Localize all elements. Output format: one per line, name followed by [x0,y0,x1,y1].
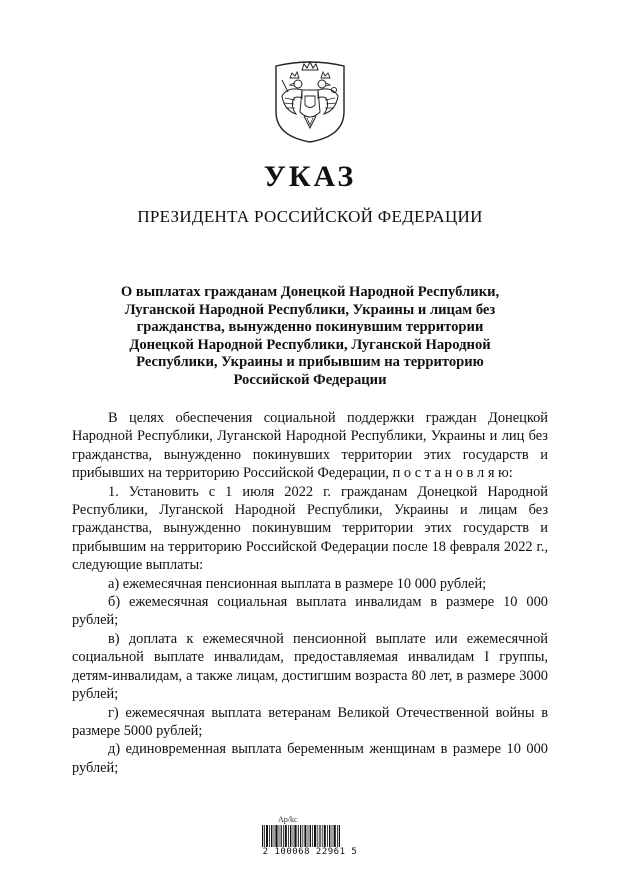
decree-title: УКАЗ [263,160,357,193]
heading-line: Республики, Украины и прибывшим на территорию [136,354,484,370]
heading-line: Донецкой Народной Республики, Луганской Народной [129,336,491,353]
subclause-b: б) ежемесячная социальная выплата инвалидам в размере 10 000 рублей; [72,594,548,629]
decree-heading [100,284,520,389]
heading-line: Российской Федерации [233,371,387,388]
heading-line: Луганской Народной Республики, Украины и лицам без [124,301,496,318]
subclause-g: г) ежемесячная выплата ветеранам Великой Отечественной войны в размере 5000 рублей; [72,704,548,739]
archive-stamp: Ap/kc [278,815,298,824]
subclause-v: в) доплата к ежемесячной пенсионной выплате или ежемесячной социальной выплате инвалидам, предоставляемая инвалидам I группы, детям-инвалидам, а также лицам, достигшим возраста 80 лет, в размере 3000 рублей; [72,630,548,703]
heading-line: гражданства, вынужденно покинувшим территории [136,319,484,335]
heading-line: О выплатах гражданам Донецкой Народной Республики, [120,284,500,300]
barcode-number: 2 100068 22961 5 [262,847,358,857]
preamble-paragraph: В целях обеспечения социальной поддержки граждан Донецкой Народной Республики, Луганской Народной Республики, Украины и лиц без гражданства, вынужденно покинувших территории этих государств и прибывших на территорию Российской Федерации, п о с т а н о в л я ю: [72,410,548,482]
subclause-d: д) единовременная выплата беременным женщинам в размере 10 000 рублей; [72,741,548,776]
coat-of-arms-icon [268,52,352,144]
decree-subtitle: ПРЕЗИДЕНТА РОССИЙСКОЙ ФЕДЕРАЦИИ [137,207,483,226]
barcode-icon [262,825,340,847]
subclause-a: а) ежемесячная пенсионная выплата в размере 10 000 рублей; [108,575,487,592]
clause-1-paragraph: 1. Установить с 1 июля 2022 г. гражданам Донецкой Народной Республики, Луганской Народной Республики, Украины и лицам без гражданства, вынужденно покинувшим территории этих государств и прибывшим на территорию Российской Федерации после 18 февраля 2022 г., следующие выплаты: [72,483,548,574]
decree-body [72,409,548,777]
